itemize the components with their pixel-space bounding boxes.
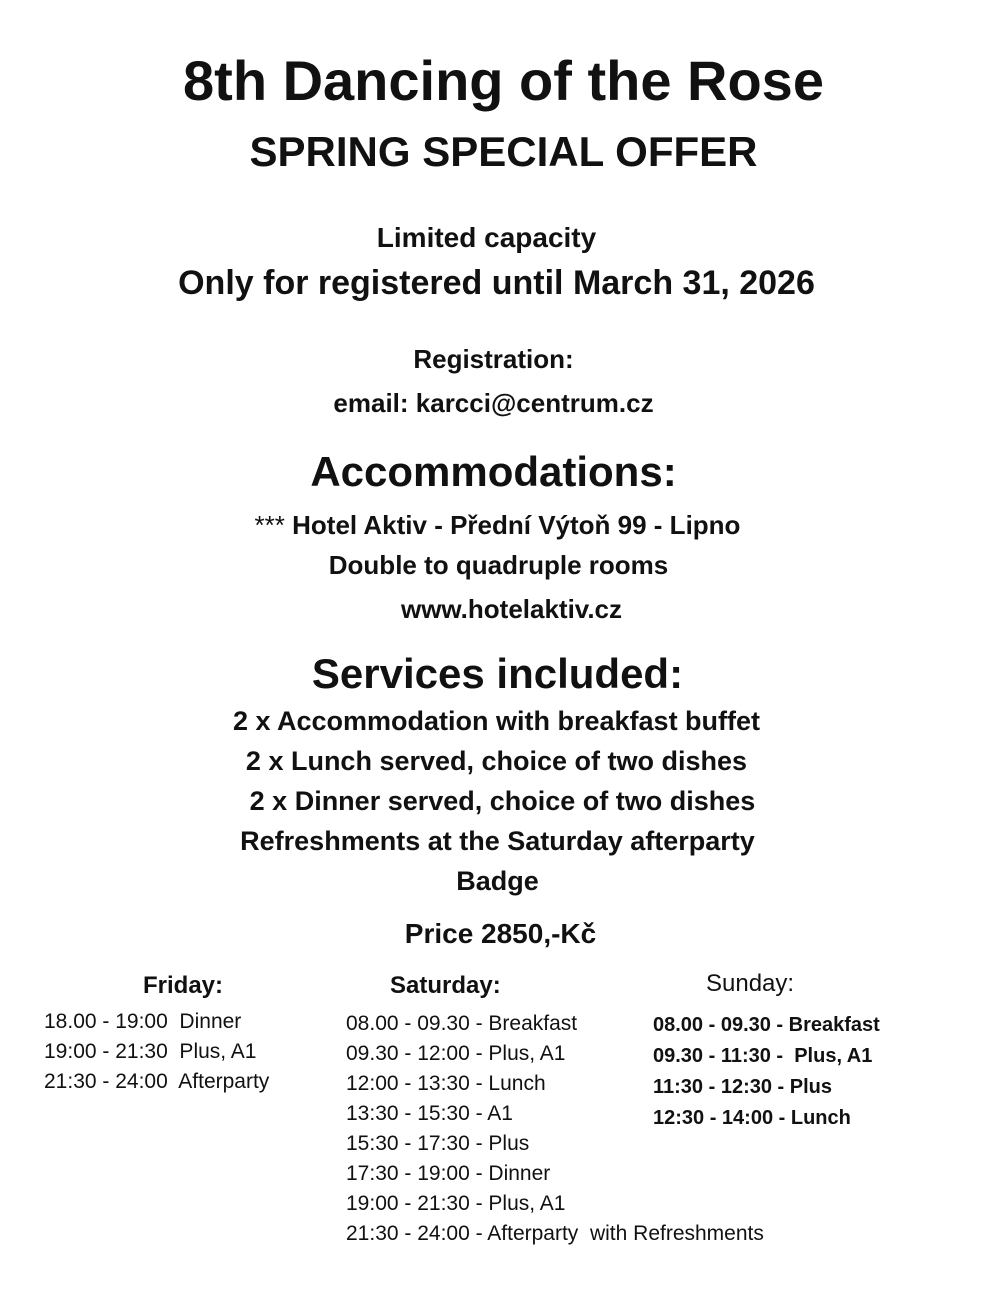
- services-heading: Services included:: [311, 650, 684, 697]
- schedule-item: 21:30 - 24:00 Afterparty: [44, 1070, 270, 1093]
- schedule-item: 12:00 - 13:30 - Lunch: [346, 1072, 546, 1095]
- saturday-heading: Saturday:: [390, 972, 501, 999]
- price: Price 2850,-Kč: [404, 918, 597, 949]
- schedule-item: 08.00 - 09.30 - Breakfast: [653, 1014, 880, 1036]
- schedule-item: 12:30 - 14:00 - Lunch: [653, 1107, 851, 1129]
- hotel-name: Hotel Aktiv - Přední Výtoň 99 - Lipno: [292, 510, 741, 540]
- hotel-website-link[interactable]: www.hotelaktiv.cz: [400, 594, 623, 624]
- schedule-item: 19:00 - 21:30 Plus, A1: [44, 1040, 257, 1063]
- schedule-item: 08.00 - 09.30 - Breakfast: [346, 1012, 578, 1035]
- service-item: 2 x Lunch served, choice of two dishes: [245, 746, 748, 776]
- service-item: 2 x Dinner served, choice of two dishes: [249, 786, 756, 816]
- schedule-item: 21:30 - 24:00 - Afterparty with Refreshments: [346, 1222, 764, 1245]
- schedule-item: 09.30 - 11:30 - Plus, A1: [653, 1045, 873, 1067]
- accommodations-heading: Accommodations:: [310, 448, 677, 495]
- schedule-item: 11:30 - 12:30 - Plus: [653, 1076, 832, 1098]
- registration-deadline: Only for registered until March 31, 2026: [178, 264, 815, 302]
- friday-schedule: [44, 1007, 269, 1097]
- schedule-item: 18.00 - 19:00 Dinner: [44, 1010, 242, 1033]
- service-item: Refreshments at the Saturday afterparty: [240, 826, 755, 856]
- offer-subtitle: SPRING SPECIAL OFFER: [249, 128, 758, 175]
- service-item: Badge: [456, 866, 539, 896]
- limited-capacity-note: Limited capacity: [376, 222, 597, 253]
- registration-email[interactable]: email: karcci@centrum.cz: [333, 388, 654, 418]
- hotel-address: [0, 510, 1001, 541]
- schedule-item: 15:30 - 17:30 - Plus: [346, 1132, 530, 1155]
- schedule-item: 17:30 - 19:00 - Dinner: [346, 1162, 551, 1185]
- hotel-stars: ***: [254, 510, 285, 540]
- sunday-heading: Sunday:: [706, 970, 795, 997]
- room-types: Double to quadruple rooms: [328, 550, 669, 580]
- sunday-schedule: [653, 1010, 880, 1134]
- schedule-item: 13:30 - 15:30 - A1: [346, 1102, 513, 1125]
- schedule-item: 19:00 - 21:30 - Plus, A1: [346, 1192, 566, 1215]
- schedule-item: 09.30 - 12:00 - Plus, A1: [346, 1042, 566, 1065]
- service-item: 2 x Accommodation with breakfast buffet: [232, 706, 761, 736]
- registration-label: Registration:: [413, 344, 574, 374]
- page-title: 8th Dancing of the Rose: [183, 49, 824, 112]
- friday-heading: Friday:: [143, 972, 224, 999]
